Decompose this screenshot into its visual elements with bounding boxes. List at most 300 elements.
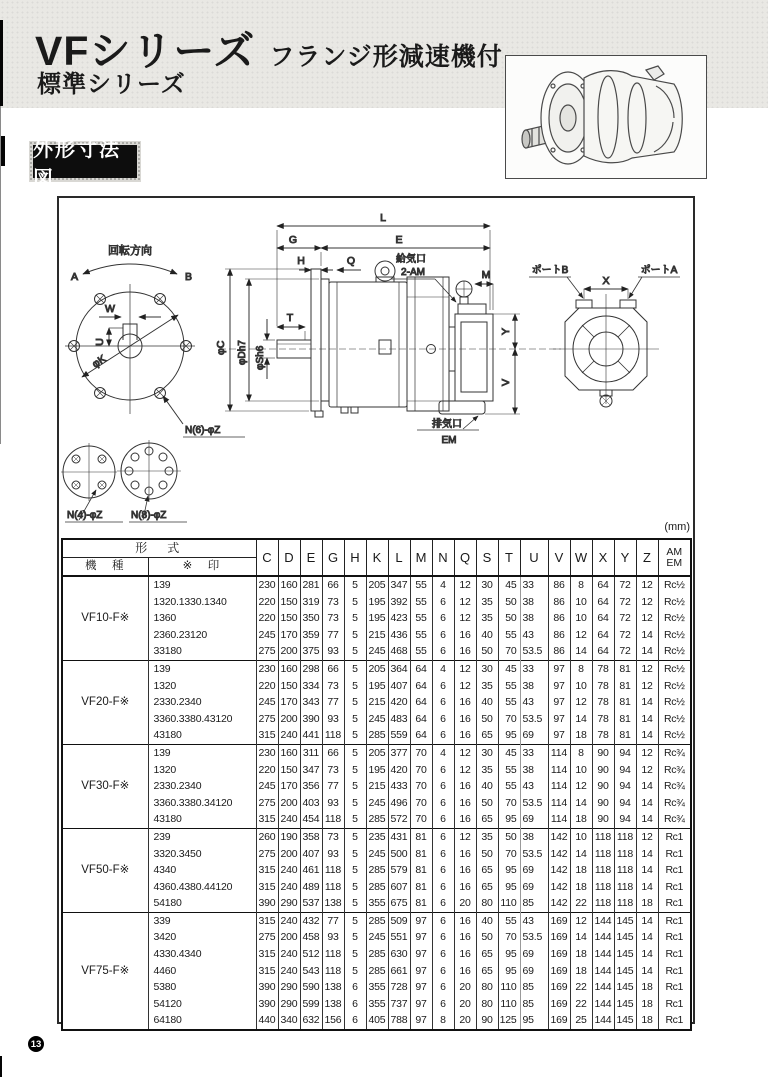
column-header-M: M [410, 539, 432, 576]
port-cell: Rc¾ [658, 811, 691, 828]
dim-cell: 78 [592, 660, 614, 677]
dim-cell: 55 [498, 912, 520, 929]
dim-cell: 22 [570, 996, 592, 1013]
machine-cell: VF10-F※ [62, 576, 148, 660]
mark-cell: 64180 [148, 1012, 256, 1030]
mark-cell: 43180 [148, 727, 256, 744]
column-header-H: H [344, 539, 366, 576]
dim-cell: 6 [432, 594, 454, 611]
dim-cell: 6 [344, 996, 366, 1013]
dim-cell: 169 [548, 946, 570, 963]
dim-cell: 14 [636, 912, 658, 929]
dim-cell: 170 [278, 778, 300, 795]
dim-cell: 64 [410, 678, 432, 695]
dim-cell: 4 [432, 744, 454, 761]
dim-cell: 319 [300, 594, 322, 611]
dim-cell: 18 [570, 946, 592, 963]
dim-cell: 6 [432, 862, 454, 879]
dim-cell: 433 [388, 778, 410, 795]
dim-cell: 64 [410, 694, 432, 711]
dim-cell: 281 [300, 576, 322, 594]
dim-cell: 220 [256, 762, 278, 779]
dim-cell: 118 [592, 862, 614, 879]
table-row [62, 643, 691, 660]
dim-cell: 5 [344, 727, 366, 744]
dim-cell: 40 [476, 627, 498, 644]
dim-cell: 200 [278, 711, 300, 728]
dim-cell: 150 [278, 678, 300, 695]
dim-cell: 12 [636, 678, 658, 695]
dim-cell: 5 [344, 895, 366, 912]
mark-cell: 2330.2340 [148, 778, 256, 795]
dim-cell: 5 [344, 711, 366, 728]
mark-cell: 139 [148, 576, 256, 594]
table-row [62, 1012, 691, 1030]
dim-cell: 195 [366, 594, 388, 611]
page-subtitle: フランジ形減速機付 [269, 43, 503, 71]
port-cell: Rc1 [658, 1012, 691, 1030]
dim-cell: 77 [322, 778, 344, 795]
dim-cell: 144 [592, 996, 614, 1013]
dim-cell: 559 [388, 727, 410, 744]
dim-cell: 12 [636, 610, 658, 627]
dim-cell: 72 [614, 610, 636, 627]
dim-cell: 170 [278, 627, 300, 644]
dim-cell: 30 [476, 660, 498, 677]
dim-l-label: L [380, 212, 386, 224]
column-header-D: D [278, 539, 300, 576]
dim-cell: 160 [278, 744, 300, 761]
exhaust-sub-label: EM [441, 435, 457, 446]
port-cell: Rc1 [658, 879, 691, 896]
column-header-K: K [366, 539, 388, 576]
column-header-C: C [256, 539, 278, 576]
mark-cell: 1360 [148, 610, 256, 627]
dim-cell: 200 [278, 929, 300, 946]
dim-cell: 97 [410, 1012, 432, 1030]
dim-cell: 4 [432, 576, 454, 594]
dim-cell: 6 [432, 811, 454, 828]
dim-cell: 142 [548, 846, 570, 863]
dim-cell: 50 [498, 828, 520, 845]
dimension-diagram [59, 200, 693, 538]
machine-cell: VF20-F※ [62, 660, 148, 744]
dim-cell: 8 [570, 660, 592, 677]
dim-cell: 20 [454, 895, 476, 912]
port-cell: Rc¾ [658, 778, 691, 795]
dim-cell: 16 [454, 862, 476, 879]
dim-cell: 12 [454, 744, 476, 761]
dim-cell: 170 [278, 694, 300, 711]
dim-cell: 5 [344, 660, 366, 677]
dim-cell: 30 [476, 744, 498, 761]
dim-k-label: φK [90, 352, 109, 371]
dir-b-label: B [185, 271, 193, 283]
dim-cell: 788 [388, 1012, 410, 1030]
dim-cell: 169 [548, 963, 570, 980]
dim-m-label: M [481, 269, 491, 281]
machine-cell: VF75-F※ [62, 912, 148, 1030]
port-cell: Rc½ [658, 711, 691, 728]
dim-cell: 93 [322, 711, 344, 728]
dim-cell: 55 [410, 610, 432, 627]
dim-cell: 14 [636, 795, 658, 812]
dim-cell: 70 [498, 846, 520, 863]
mark-cell: 54120 [148, 996, 256, 1013]
dim-cell: 69 [520, 727, 548, 744]
dim-cell: 72 [614, 643, 636, 660]
dim-cell: 215 [366, 694, 388, 711]
dim-cell: 64 [410, 660, 432, 677]
table-row [62, 778, 691, 795]
dim-cell: 70 [410, 778, 432, 795]
dim-cell: 215 [366, 627, 388, 644]
inlet-sub-label: 2-AM [401, 267, 425, 278]
dim-cell: 14 [636, 727, 658, 744]
dim-cell: 245 [366, 929, 388, 946]
dim-cell: 95 [498, 963, 520, 980]
column-header-L: L [388, 539, 410, 576]
dim-cell: 6 [432, 610, 454, 627]
dim-cell: 18 [636, 1012, 658, 1030]
dim-cell: 145 [614, 996, 636, 1013]
dim-cell: 14 [636, 711, 658, 728]
dim-cell: 33 [520, 576, 548, 594]
dim-cell: 50 [476, 929, 498, 946]
bolt-note-8: N(8)-φZ [131, 510, 167, 521]
dim-t-label: T [286, 312, 294, 324]
dim-cell: 358 [300, 828, 322, 845]
dim-cell: 16 [454, 912, 476, 929]
dim-cell: 90 [592, 762, 614, 779]
dim-cell: 6 [432, 678, 454, 695]
dim-cell: 512 [300, 946, 322, 963]
dim-cell: 12 [570, 912, 592, 929]
dim-cell: 45 [498, 744, 520, 761]
port-b-label: ポートB [531, 265, 569, 276]
dim-cell: 432 [300, 912, 322, 929]
dim-cell: 543 [300, 963, 322, 980]
dim-cell: 290 [278, 979, 300, 996]
table-row [62, 610, 691, 627]
dim-cell: 50 [476, 643, 498, 660]
dim-cell: 73 [322, 828, 344, 845]
dim-cell: 14 [636, 627, 658, 644]
dim-cell: 5 [344, 610, 366, 627]
column-header-X: X [592, 539, 614, 576]
port-cell: Rc1 [658, 946, 691, 963]
dim-cell: 40 [476, 778, 498, 795]
dim-cell: 118 [614, 895, 636, 912]
dim-cell: 441 [300, 727, 322, 744]
dim-cell: 86 [548, 627, 570, 644]
am-em-line: EM [666, 556, 683, 569]
dim-cell: 12 [636, 762, 658, 779]
table-row [62, 727, 691, 744]
dim-cell: 90 [592, 795, 614, 812]
port-cell: Rc½ [658, 727, 691, 744]
dim-cell: 114 [548, 762, 570, 779]
dim-cell: 30 [476, 576, 498, 594]
dim-cell: 572 [388, 811, 410, 828]
mark-cell: 33180 [148, 643, 256, 660]
dim-cell: 110 [498, 979, 520, 996]
dim-cell: 245 [366, 795, 388, 812]
dim-cell: 420 [388, 694, 410, 711]
dim-cell: 245 [366, 643, 388, 660]
dim-cell: 144 [592, 963, 614, 980]
dim-cell: 16 [454, 711, 476, 728]
dim-cell: 43 [520, 627, 548, 644]
dim-cell: 66 [322, 744, 344, 761]
port-cell: Rc1 [658, 963, 691, 980]
dim-cell: 347 [388, 576, 410, 594]
port-cell: Rc1 [658, 929, 691, 946]
dim-w-label: W [105, 303, 115, 315]
dim-cell: 50 [476, 711, 498, 728]
dim-cell: 97 [410, 979, 432, 996]
dim-cell: 20 [454, 979, 476, 996]
dim-c-label: φC [215, 340, 227, 355]
dim-cell: 53.5 [520, 795, 548, 812]
dim-cell: 5 [344, 643, 366, 660]
dim-cell: 156 [322, 1012, 344, 1030]
dim-cell: 43 [520, 694, 548, 711]
dim-cell: 392 [388, 594, 410, 611]
dim-cell: 94 [614, 811, 636, 828]
dim-cell: 97 [410, 929, 432, 946]
dim-cell: 81 [614, 711, 636, 728]
dim-cell: 160 [278, 576, 300, 594]
dim-cell: 81 [410, 879, 432, 896]
dim-cell: 12 [454, 678, 476, 695]
dim-cell: 195 [366, 610, 388, 627]
dim-cell: 14 [636, 811, 658, 828]
dim-cell: 118 [322, 879, 344, 896]
dim-cell: 38 [520, 828, 548, 845]
dim-cell: 65 [476, 946, 498, 963]
dim-cell: 12 [454, 660, 476, 677]
dim-cell: 16 [454, 643, 476, 660]
dim-cell: 81 [410, 895, 432, 912]
dim-cell: 70 [410, 762, 432, 779]
dim-cell: 35 [476, 678, 498, 695]
mark-cell: 4360.4380.44120 [148, 879, 256, 896]
table-row [62, 627, 691, 644]
dim-cell: 5 [344, 811, 366, 828]
dim-cell: 16 [454, 946, 476, 963]
dim-cell: 737 [388, 996, 410, 1013]
page-title: VFシリーズ [35, 28, 256, 74]
gearmotor-photo-sketch [506, 56, 705, 177]
dim-cell: 53.5 [520, 846, 548, 863]
dim-cell: 150 [278, 594, 300, 611]
dim-cell: 145 [614, 1012, 636, 1030]
mark-cell: 3320.3450 [148, 846, 256, 863]
dim-cell: 144 [592, 979, 614, 996]
dim-cell: 364 [388, 660, 410, 677]
dim-cell: 114 [548, 778, 570, 795]
dim-cell: 66 [322, 576, 344, 594]
dim-cell: 169 [548, 979, 570, 996]
dim-cell: 18 [570, 811, 592, 828]
dim-cell: 298 [300, 660, 322, 677]
port-a-label: ポートA [640, 265, 678, 276]
port-cell: Rc½ [658, 594, 691, 611]
dim-cell: 375 [300, 643, 322, 660]
dim-cell: 240 [278, 811, 300, 828]
dim-cell: 55 [498, 762, 520, 779]
rear-view [529, 264, 680, 407]
dim-cell: 50 [498, 594, 520, 611]
dim-cell: 38 [520, 762, 548, 779]
dim-cell: 205 [366, 744, 388, 761]
dim-cell: 64 [410, 727, 432, 744]
dim-cell: 70 [410, 811, 432, 828]
dim-cell: 169 [548, 1012, 570, 1030]
mark-cell: 3360.3380.43120 [148, 711, 256, 728]
mark-cell: 3420 [148, 929, 256, 946]
table-row [62, 895, 691, 912]
reducer-body [329, 282, 407, 407]
dim-cell: 93 [322, 846, 344, 863]
dim-cell: 138 [322, 979, 344, 996]
dim-cell: 205 [366, 576, 388, 594]
dim-cell: 6 [432, 627, 454, 644]
dim-cell: 144 [592, 1012, 614, 1030]
dim-cell: 138 [322, 996, 344, 1013]
dim-cell: 347 [300, 762, 322, 779]
dim-cell: 142 [548, 828, 570, 845]
dim-cell: 14 [570, 846, 592, 863]
machine-cell: VF50-F※ [62, 828, 148, 912]
dim-cell: 431 [388, 828, 410, 845]
dim-cell: 6 [432, 795, 454, 812]
dim-cell: 275 [256, 643, 278, 660]
dim-cell: 290 [278, 895, 300, 912]
dim-cell: 69 [520, 963, 548, 980]
dim-cell: 45 [498, 660, 520, 677]
dim-cell: 12 [454, 576, 476, 594]
mark-cell: 4340 [148, 862, 256, 879]
dim-cell: 70 [498, 711, 520, 728]
mark-cell: 1320 [148, 762, 256, 779]
dim-cell: 70 [498, 795, 520, 812]
dim-cell: 6 [432, 912, 454, 929]
column-header-Q: Q [454, 539, 476, 576]
dim-cell: 97 [548, 694, 570, 711]
dim-cell: 70 [410, 744, 432, 761]
dim-cell: 8 [570, 744, 592, 761]
dim-cell: 145 [614, 963, 636, 980]
dim-cell: 125 [498, 1012, 520, 1030]
dim-cell: 359 [300, 627, 322, 644]
dim-cell: 275 [256, 929, 278, 946]
dim-x-label: X [602, 275, 610, 287]
dim-cell: 118 [592, 828, 614, 845]
dim-cell: 18 [636, 979, 658, 996]
table-head [62, 539, 691, 576]
inlet-label: 給気口 [396, 254, 426, 265]
dim-cell: 355 [366, 895, 388, 912]
dim-cell: 14 [636, 963, 658, 980]
dim-cell: 78 [592, 678, 614, 695]
dim-cell: 22 [570, 979, 592, 996]
dim-cell: 69 [520, 811, 548, 828]
dim-cell: 50 [476, 795, 498, 812]
dim-cell: 6 [432, 711, 454, 728]
dim-cell: 200 [278, 643, 300, 660]
dim-cell: 55 [498, 694, 520, 711]
dim-cell: 64 [592, 610, 614, 627]
dim-cell: 5 [344, 795, 366, 812]
dim-cell: 489 [300, 879, 322, 896]
dim-cell: 142 [548, 895, 570, 912]
dim-cell: 33 [520, 744, 548, 761]
port-cell: Rc1 [658, 912, 691, 929]
port-cell: Rc¾ [658, 762, 691, 779]
front-view [65, 243, 245, 437]
dim-cell: 118 [614, 862, 636, 879]
dim-cell: 43 [520, 912, 548, 929]
table-row [62, 963, 691, 980]
table-body [62, 576, 691, 1030]
mark-cell: 1320.1330.1340 [148, 594, 256, 611]
dim-g-label: G [288, 234, 298, 246]
dim-cell: 114 [548, 795, 570, 812]
dim-cell: 50 [476, 846, 498, 863]
dim-cell: 6 [432, 979, 454, 996]
dim-cell: 80 [476, 979, 498, 996]
dim-cell: 93 [322, 795, 344, 812]
table-row [62, 594, 691, 611]
table-row [62, 811, 691, 828]
scan-artifact [0, 20, 3, 106]
dim-cell: 81 [614, 660, 636, 677]
dim-cell: 436 [388, 627, 410, 644]
dim-cell: 285 [366, 879, 388, 896]
dim-cell: 14 [636, 929, 658, 946]
dim-cell: 607 [388, 879, 410, 896]
dim-cell: 118 [322, 862, 344, 879]
dim-cell: 95 [520, 1012, 548, 1030]
dim-cell: 81 [410, 862, 432, 879]
dim-cell: 190 [278, 828, 300, 845]
table-row [62, 862, 691, 879]
dim-cell: 12 [636, 744, 658, 761]
dim-cell: 240 [278, 963, 300, 980]
dim-cell: 118 [614, 879, 636, 896]
dim-cell: 537 [300, 895, 322, 912]
dim-cell: 169 [548, 912, 570, 929]
dim-cell: 14 [636, 643, 658, 660]
dim-sh6-label: φSh6 [255, 345, 266, 370]
dim-cell: 5 [344, 912, 366, 929]
column-header-Z: Z [636, 539, 658, 576]
dim-cell: 18 [570, 727, 592, 744]
unit-note: (mm) [664, 521, 690, 533]
dim-cell: 16 [454, 727, 476, 744]
dim-cell: 195 [366, 762, 388, 779]
dim-cell: 81 [614, 727, 636, 744]
dim-cell: 315 [256, 862, 278, 879]
dim-u-label: U [94, 338, 106, 346]
dim-cell: 5 [344, 744, 366, 761]
table-row [62, 660, 691, 677]
port-cell: Rc½ [658, 660, 691, 677]
dim-cell: 55 [410, 627, 432, 644]
column-header-S: S [476, 539, 498, 576]
